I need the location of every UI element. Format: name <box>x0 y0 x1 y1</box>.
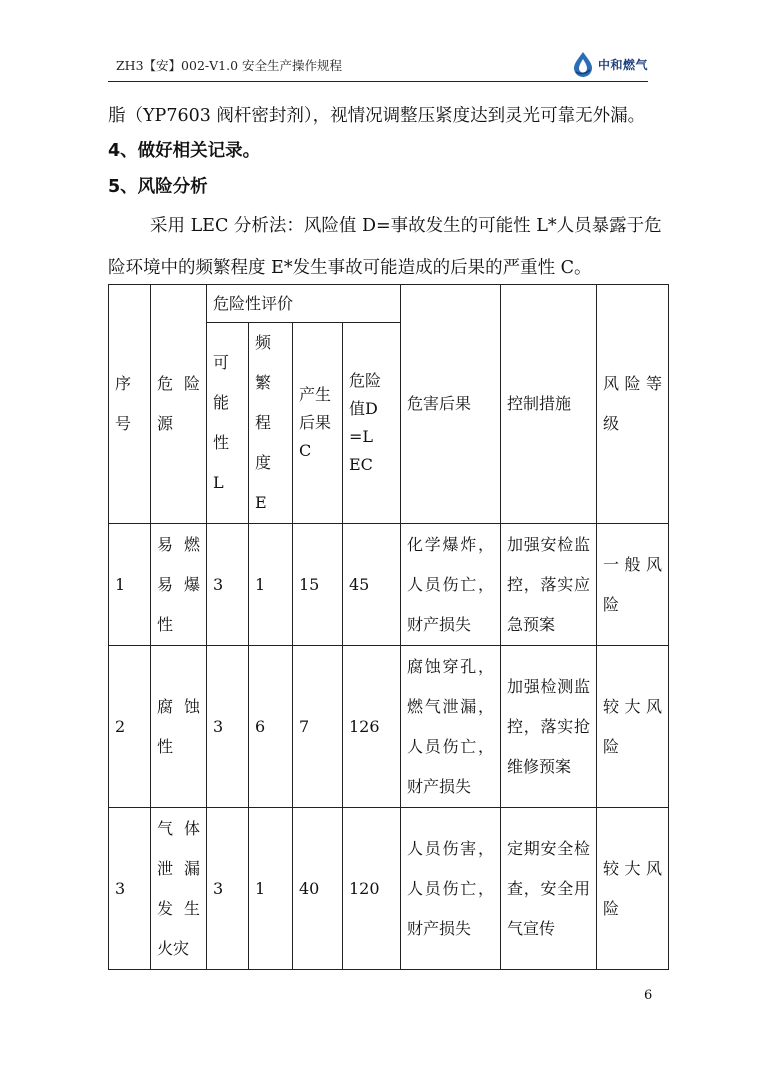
header-C: 产生后果C <box>293 323 343 524</box>
cell-E: 1 <box>249 808 293 970</box>
document-code: ZH3【安】002-V1.0 安全生产操作规程 <box>116 58 343 73</box>
table-row <box>109 524 669 646</box>
cell-level: 一般风险 <box>597 524 669 646</box>
cell-level: 较大风险 <box>597 646 669 808</box>
cell-source: 易燃易爆性 <box>151 524 207 646</box>
paragraph-line-2: 险环境中的频繁程度 E*发生事故可能造成的后果的严重性 C。 <box>108 258 592 278</box>
cell-measures: 加强安检监控，落实应急预案 <box>501 524 597 646</box>
table-row <box>109 808 669 970</box>
cell-source: 腐蚀性 <box>151 646 207 808</box>
header-eval-group: 危险性评价 <box>207 285 401 323</box>
cell-source: 气体泄漏发生火灾 <box>151 808 207 970</box>
cell-D: 126 <box>343 646 401 808</box>
cell-D: 120 <box>343 808 401 970</box>
header-seq: 序号 <box>109 285 151 524</box>
page-number: 6 <box>644 988 653 1003</box>
table-row <box>109 646 669 808</box>
cell-consequence: 腐蚀穿孔，燃气泄漏，人员伤亡，财产损失 <box>401 646 501 808</box>
cell-seq: 1 <box>109 524 151 646</box>
header-consequence: 危害后果 <box>401 285 501 524</box>
cell-L: 3 <box>207 524 249 646</box>
cell-C: 7 <box>293 646 343 808</box>
header-source: 危险源 <box>151 285 207 524</box>
body-line: 脂（YP7603 阀杆密封剂），视情况调整压紧度达到灵光可靠无外漏。 <box>108 106 646 126</box>
paragraph-line-1: 采用 LEC 分析法：风险值 D=事故发生的可能性 L*人员暴露于危 <box>150 216 662 236</box>
cell-E: 1 <box>249 524 293 646</box>
cell-consequence: 人员伤害，人员伤亡，财产损失 <box>401 808 501 970</box>
header-measures: 控制措施 <box>501 285 597 524</box>
header-L: 可能性L <box>207 323 249 524</box>
section-heading-4: 4、做好相关记录。 <box>108 141 261 161</box>
page-header <box>108 48 648 84</box>
cell-L: 3 <box>207 646 249 808</box>
cell-level: 较大风险 <box>597 808 669 970</box>
cell-C: 40 <box>293 808 343 970</box>
cell-measures: 定期安全检查，安全用气宣传 <box>501 808 597 970</box>
cell-seq: 3 <box>109 808 151 970</box>
risk-analysis-table <box>108 284 669 970</box>
company-logo <box>571 48 648 80</box>
cell-measures: 加强检测监控，落实抢维修预案 <box>501 646 597 808</box>
cell-consequence: 化学爆炸，人员伤亡，财产损失 <box>401 524 501 646</box>
logo-text: 中和燃气 <box>597 57 648 72</box>
header-level: 风险等级 <box>597 285 669 524</box>
header-rule <box>108 81 648 82</box>
header-E: 频繁程度E <box>249 323 293 524</box>
cell-L: 3 <box>207 808 249 970</box>
cell-D: 45 <box>343 524 401 646</box>
flame-drop-icon <box>571 50 595 78</box>
section-heading-5: 5、风险分析 <box>108 177 208 197</box>
cell-E: 6 <box>249 646 293 808</box>
cell-seq: 2 <box>109 646 151 808</box>
cell-C: 15 <box>293 524 343 646</box>
header-D: 危险值D=LEC <box>343 323 401 524</box>
